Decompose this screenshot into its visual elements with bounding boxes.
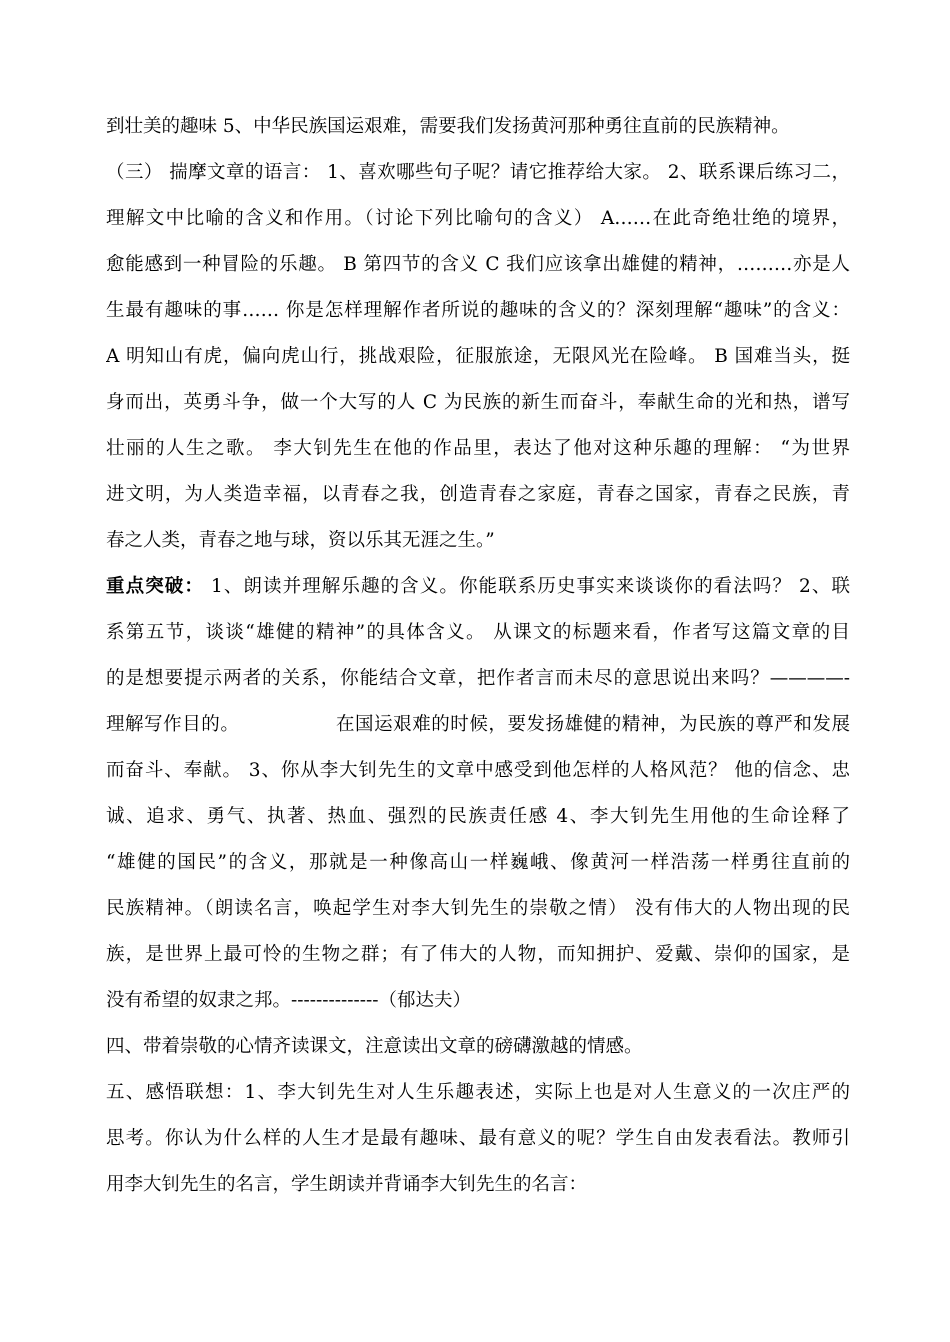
text-line — [106, 564, 850, 610]
text-line — [106, 334, 850, 380]
text-line — [106, 932, 850, 978]
line-text: 而奋斗、奉献。 3、你从李大钊先生的文章中感受到他怎样的人格风范？ 他的信念、忠 — [106, 760, 850, 781]
line-text: 四、带着崇敬的心情齐读课文，注意读出文章的磅礴激越的情感。 — [106, 1036, 643, 1057]
line-text: 壮丽的人生之歌。 李大钊先生在他的作品里，表达了他对这种乐趣的理解： “为世界 — [106, 438, 850, 459]
line-text: 身而出，英勇斗争，做一个大写的人 C 为民族的新生而奋斗，奉献生命的光和热，谱写 — [106, 392, 850, 413]
text-line — [106, 150, 850, 196]
section-label: 重点突破： — [106, 576, 204, 597]
text-line — [106, 288, 850, 334]
line-text: 到壮美的趣味 5、中华民族国运艰难，需要我们发扬黄河那种勇往直前的民族精神。 — [106, 116, 790, 137]
line-prefix: 理解写作目的。 — [106, 714, 240, 735]
text-line — [106, 426, 850, 472]
line-text: A 明知山有虎，偏向虎山行，挑战艰险，征服旅途，无限风光在险峰。 B 国难当头，挺 — [106, 346, 850, 367]
line-text: 没有希望的奴隶之邦。--------------（郁达夫） — [106, 990, 472, 1011]
text-line — [106, 518, 850, 564]
text-line — [106, 1116, 850, 1162]
line-text: 民族精神。（朗读名言，唤起学生对李大钊先生的崇敬之情） 没有伟大的人物出现的民 — [106, 898, 850, 919]
text-line — [106, 472, 850, 518]
line-text: （三） 揣摩文章的语言： 1、喜欢哪些句子呢？请它推荐给大家。 2、联系课后练习二， — [106, 162, 850, 183]
text-line — [106, 702, 850, 748]
text-line — [106, 794, 850, 840]
text-line — [106, 380, 850, 426]
line-text: 族，是世界上最可怜的生物之群；有了伟大的人物，而知拥护、爱戴、崇仰的国家，是 — [106, 944, 850, 965]
line-text: 春之人类，青春之地与球，资以乐其无涯之生。” — [106, 530, 495, 551]
line-text: 思考。你认为什么样的人生才是最有趣味、最有意义的呢？学生自由发表看法。教师引 — [106, 1128, 850, 1149]
line-text: 1、朗读并理解乐趣的含义。你能联系历史事实来谈谈你的看法吗？ 2、联 — [203, 576, 850, 597]
line-text: 诚、追求、勇气、执著、热血、强烈的民族责任感 4、李大钊先生用他的生命诠释了 — [106, 806, 850, 827]
text-line — [106, 840, 850, 886]
text-line — [106, 196, 850, 242]
text-line — [106, 1024, 850, 1070]
line-text: 系第五节，谈谈“雄健的精神”的具体含义。 从课文的标题来看，作者写这篇文章的目 — [106, 622, 850, 643]
text-line — [106, 610, 850, 656]
line-text: 用李大钊先生的名言，学生朗读并背诵李大钊先生的名言： — [106, 1174, 588, 1195]
line-text: 在国运艰难的时候，要发扬雄健的精神，为民族的尊严和发展 — [335, 714, 850, 735]
text-line — [106, 1162, 850, 1208]
line-text: 五、感悟联想：1、李大钊先生对人生乐趣表述，实际上也是对人生意义的一次庄严的 — [106, 1082, 850, 1103]
line-text: 进文明，为人类造幸福，以青春之我，创造青春之家庭，青春之国家，青春之民族，青 — [106, 484, 850, 505]
text-line — [106, 104, 850, 150]
text-line — [106, 978, 850, 1024]
line-text: “雄健的国民”的含义，那就是一种像高山一样巍峨、像黄河一样浩荡一样勇往直前的 — [106, 852, 850, 873]
text-line — [106, 656, 850, 702]
line-text: 理解文中比喻的含义和作用。（讨论下列比喻句的含义） A……在此奇绝壮绝的境界， — [106, 208, 850, 229]
line-text: 的是想要提示两者的关系，你能结合文章，把作者言而未尽的意思说出来吗？————- — [106, 668, 850, 689]
text-line — [106, 1070, 850, 1116]
text-line — [106, 748, 850, 794]
text-line — [106, 886, 850, 932]
document-body — [106, 104, 850, 1208]
line-text: 愈能感到一种冒险的乐趣。 B 第四节的含义 C 我们应该拿出雄健的精神，………亦是人 — [106, 254, 850, 275]
line-text: 生最有趣味的事…… 你是怎样理解作者所说的趣味的含义的？深刻理解“趣味”的含义： — [106, 300, 850, 321]
text-line — [106, 242, 850, 288]
